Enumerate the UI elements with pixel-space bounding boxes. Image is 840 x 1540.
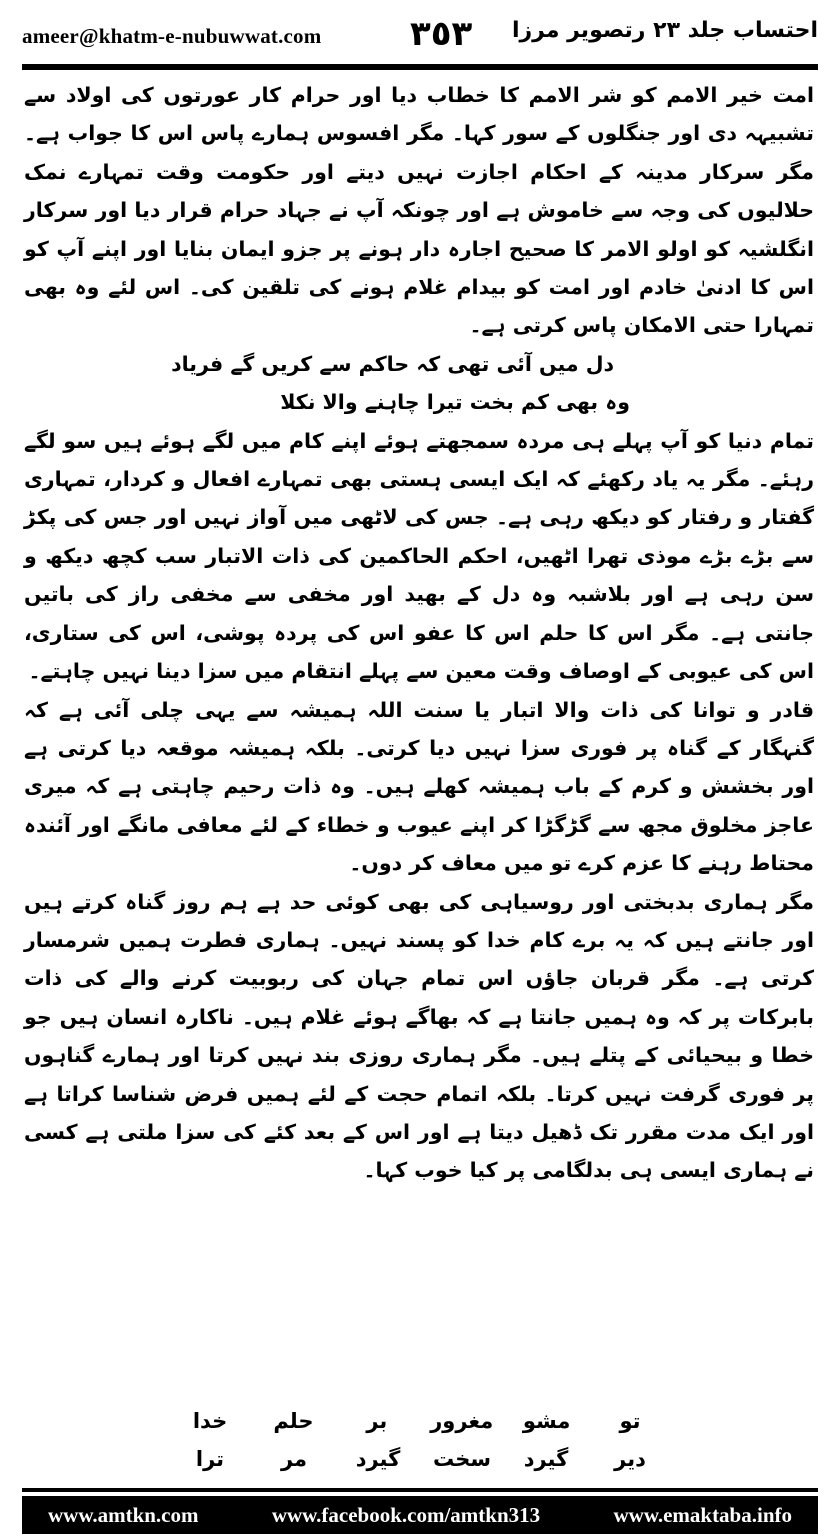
header-title: احتساب جلد ۲۳ رتصویر مرزا [511, 18, 818, 43]
couplet-word: سخت [432, 1447, 492, 1471]
verse-line-2: وہ بھی کم بخت تیرا چاہنے والا نکلا [280, 390, 630, 415]
couplet-word: بر [366, 1409, 388, 1433]
verse-line-1: دل میں آئی تھی کہ حاکم سے کریں گے فریاد [171, 351, 614, 376]
couplet-word: تو [619, 1409, 641, 1433]
footer-divider [22, 1488, 818, 1492]
page-body [24, 76, 814, 1190]
persian-couplet [180, 1402, 660, 1478]
footer-link-amtkn[interactable]: www.amtkn.com [48, 1503, 199, 1527]
couplet-word: ترا [195, 1447, 225, 1471]
couplet-word: مغرور [430, 1409, 494, 1433]
couplet-word: گیرد [523, 1447, 569, 1471]
footer-bar [22, 1496, 818, 1534]
page-number: ٣٥٣ [410, 14, 473, 54]
couplet-word: خدا [192, 1409, 228, 1433]
couplet-word: مر [280, 1447, 308, 1471]
page-header [22, 12, 818, 56]
paragraph-1: امت خیر الامم کو شر الامم کا خطاب دیا اور حرام کار عورتوں کی اولاد سے تشبیہہ دی اور جنگلوں کے سور کہا۔ مگر افسوس ہمارے پاس اس کا جواب ہے۔ مگر سرکار مدینہ کے احکام اجازت نہیں دیتے اور حکومت وقت تمہارے نمک حلالیوں کی وجہ سے خاموش ہے اور چونکہ آپ نے جہاد حرام قرار دیا اور سرکار انگلشیہ کو اولو الامر کا صحیح اجارہ دار ہونے پر جزو ایمان بنایا اور اپنے آپ کو اس کا ادنیٰ خادم اور امت کو بیدام غلام ہونے کی تلقین کی۔ اس لئے وہ بھی تمہارا حتی الامکان پاس کرتی ہے۔ [24, 83, 814, 338]
couplet-line-1 [180, 1402, 660, 1440]
header-divider [22, 64, 818, 70]
header-email[interactable]: ameer@khatm-e-nubuwwat.com [22, 24, 322, 48]
footer-link-emaktaba[interactable]: www.emaktaba.info [613, 1503, 792, 1527]
paragraph-2: تمام دنیا کو آپ پہلے ہی مردہ سمجھتے ہوئے اپنے کام میں لگے ہوئے ہیں سو لگے رہئے۔ مگر یہ یاد رکھئے کہ ایک ایسی ہستی بھی تمہارے افعال و کردار، تمہاری گفتار و رفتار کو دیکھ رہی ہے۔ جس کی لاٹھی میں آواز نہیں اور جس کی پکڑ سے بڑے بڑے موذی تھرا اٹھیں، احکم الحاکمین کی ذات الاتبار سب کچھ دیکھ و سن رہی ہے اور بلاشبہ وہ دل کے بھید اور مخفی سے مخفی راز کی باتیں جانتی ہے۔ مگر اس کا حلم اس کا عفو اس کی پردہ پوشی، اس کی ستاری، اس کی عیوبی کے اوصاف وقت معین سے پہلے انتقام میں سزا دینا نہیں چاہتے۔ [24, 428, 814, 684]
paragraph-3: قادر و توانا کی ذات والا اتبار یا سنت اللہ ہمیشہ سے یہی چلی آئی ہے کہ گنہگار کے گناہ پر فوری سزا نہیں دیا کرتی۔ بلکہ ہمیشہ موقعہ دیا کرتی ہے اور بخشش و کرم کے باب ہمیشہ کھلے ہیں۔ وہ ذات رحیم چاہتی ہے کہ میری عاجز مخلوق مجھ سے گڑگڑا کر اپنے عیوب و خطاء کے لئے معافی مانگے اور آئندہ محتاط رہنے کا عزم کرے تو میں معاف کر دوں۔ [24, 697, 814, 876]
couplet-word: مشو [522, 1409, 571, 1433]
couplet-word: گیرد [355, 1447, 401, 1471]
couplet-line-2 [180, 1440, 660, 1478]
paragraph-4: مگر ہماری بدبختی اور روسیاہی کی بھی کوئی حد ہے ہم روز گناہ کرتے ہیں اور جانتے ہیں کہ یہ برے کام خدا کو پسند نہیں۔ ہماری فطرت ہمیں شرمسار کرتی ہے۔ مگر قربان جاؤں اس تمام جہان کی ربوبیت کرنے والے کی ذات بابرکات پر کہ وہ ہمیں جانتا ہے کہ بھاگے ہوئے غلام ہیں۔ ناکارہ انسان ہیں جو خطا و بیحیائی کے پتلے ہیں۔ مگر ہماری روزی بند نہیں کرتا اور ہمارے گناہوں پر فوری گرفت نہیں کرتا۔ بلکہ اتمام حجت کے لئے ہمیں فرض شناسا کراتا ہے اور ایک مدت مقرر تک ڈھیل دیتا ہے اور اس کے بعد کئے کی سزا ملتی ہے کسی نے ہماری ایسی ہی بدلگامی پر کیا خوب کہا۔ [24, 889, 814, 1183]
couplet-word: حلم [273, 1409, 314, 1433]
couplet-word: دیر [614, 1447, 646, 1471]
footer-link-facebook[interactable]: www.facebook.com/amtkn313 [271, 1503, 541, 1527]
